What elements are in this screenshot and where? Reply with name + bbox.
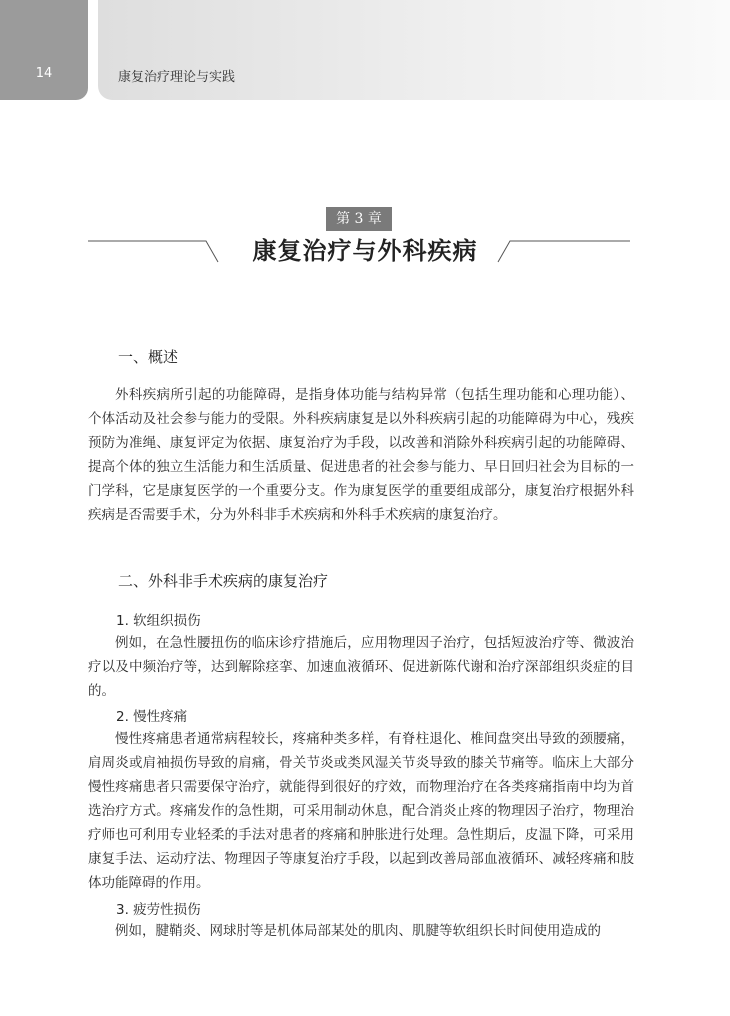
running-header-band <box>98 0 730 100</box>
paragraph-fatigue-injury: 例如，腱鞘炎、网球肘等是机体局部某处的肌肉、肌腱等软组织长时间使用造成的 <box>115 923 601 939</box>
subheading-fatigue-injury: 3. 疲劳性损伤 <box>116 902 201 918</box>
page-number: 14 <box>35 66 53 81</box>
section-heading-overview: 一、概述 <box>118 348 179 366</box>
paragraph-overview: 外科疾病所引起的功能障碍，是指身体功能与结构异常（包括生理功能和心理功能）、个体活动及社会参与能力的受限。外科疾病康复是以外科疾病引起的功能障碍为中心，残疾预防为准绳、康复评定为依据、康复治疗为手段，以改善和消除外科疾病引起的功能障碍、提高个体的独立生活能力和生活质量、促进患者的社会参与能力、早日回归社会为目标的一门学科，它是康复医学的一个重要分支。作为康复医学的重要组成部分，康复治疗根据外科疾病是否需要手术，分为外科非手术疾病和外科手术疾病的康复治疗。 <box>88 387 634 523</box>
subheading-soft-tissue: 1. 软组织损伤 <box>116 613 201 629</box>
chapter-label: 第 3 章 <box>326 207 392 231</box>
paragraph-chronic-pain: 慢性疼痛患者通常病程较长，疼痛种类多样，有脊柱退化、椎间盘突出导致的颈腰痛，肩周炎或肩袖损伤导致的肩痛，骨关节炎或类风湿关节炎导致的膝关节痛等。临床上大部分慢性疼痛患者只需要保守治疗，就能得到很好的疗效，而物理治疗在各类疼痛指南中均为首选治疗方式。疼痛发作的急性期，可采用制动休息，配合消炎止疼的物理因子治疗，物理治疗师也可利用专业轻柔的手法对患者的疼痛和肿胀进行处理。急性期后，皮温下降，可采用康复手法、运动疗法、物理因子等康复治疗手段，以起到改善局部血液循环、减轻疼痛和肢体功能障碍的作用。 <box>88 731 634 891</box>
section-heading-nonsurgical: 二、外科非手术疾病的康复治疗 <box>118 572 329 590</box>
subheading-chronic-pain: 2. 慢性疼痛 <box>116 709 188 725</box>
page-number-tab <box>0 0 88 100</box>
chapter-title: 康复治疗与外科疾病 <box>252 236 478 265</box>
paragraph-soft-tissue: 例如，在急性腰扭伤的临床诊疗措施后，应用物理因子治疗，包括短波治疗等、微波治疗以及中频治疗等，达到解除痉挛、加速血液循环、促进新陈代谢和治疗深部组织炎症的目的。 <box>88 635 634 699</box>
running-header-title: 康复治疗理论与实践 <box>118 70 236 85</box>
